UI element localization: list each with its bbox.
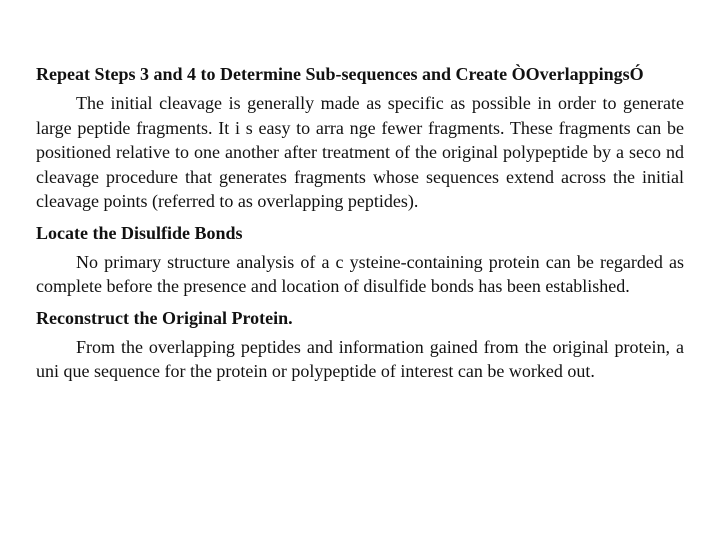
document-page [36, 62, 684, 384]
section-heading: Locate the Disulfide Bonds [36, 222, 243, 243]
section-heading: Repeat Steps 3 and 4 to Determine Sub-sequences and Create ÒOverlappingsÓ [36, 64, 644, 84]
section-overlappings [36, 62, 684, 214]
section-paragraph: The initial cleavage is generally made as specific as possible in order to generate large peptide fragments. It i s easy to arra nge fewer fragments. These fragments can be positioned relative to one another after treatment of the original polypeptide by a seco nd cleavage procedure that generates fragments whose sequences extend across the initial cleavage points (referred to as overlapping peptides). [36, 93, 684, 211]
section-reconstruct-protein [36, 306, 684, 384]
section-paragraph: No primary structure analysis of a c ysteine-containing protein can be regarded as complete before the presence and location of disulfide bonds has been established. [36, 251, 684, 296]
section-disulfide-bonds [36, 221, 684, 299]
section-paragraph: From the overlapping peptides and information gained from the original protein, a uni que sequence for the protein or polypeptide of interest can be worked out. [36, 336, 684, 381]
section-heading: Reconstruct the Original Protein. [36, 307, 293, 328]
